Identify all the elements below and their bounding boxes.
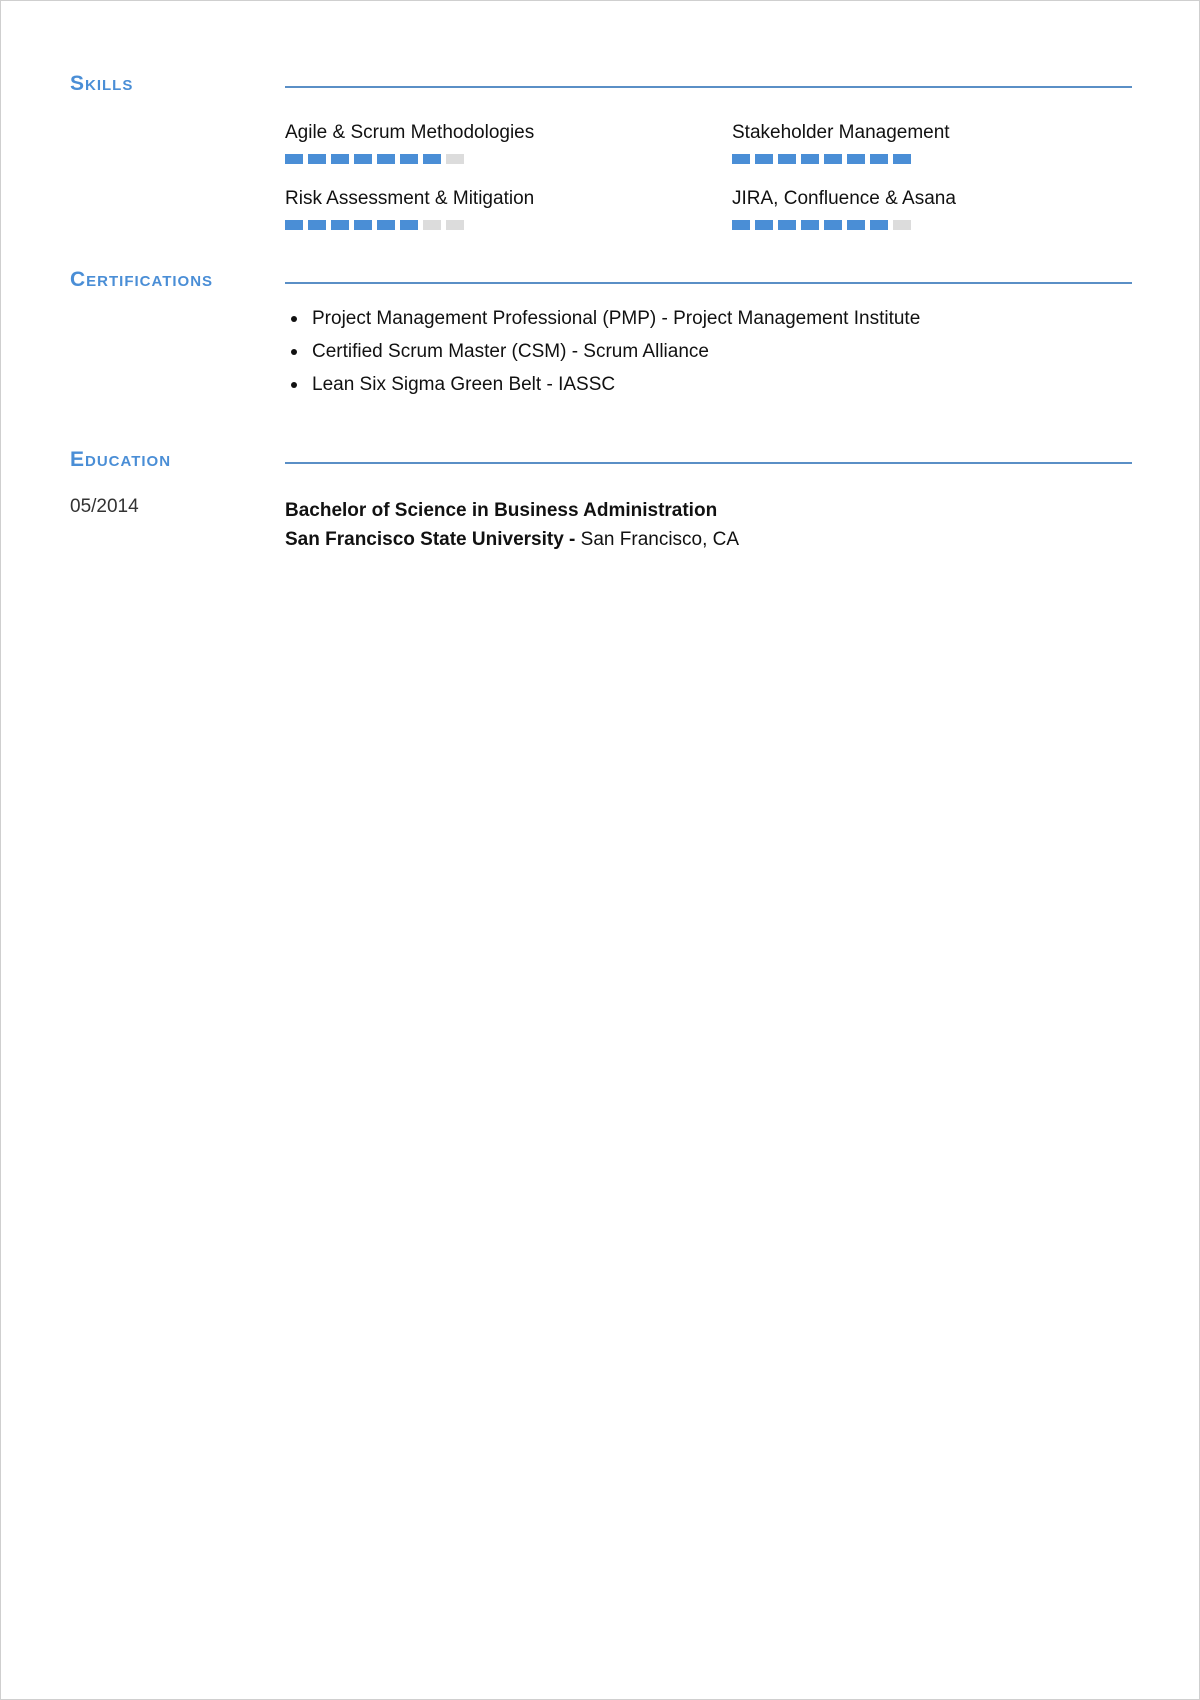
skills-heading: Skills xyxy=(70,72,134,95)
skill-item xyxy=(285,122,705,164)
skill-segment-filled xyxy=(778,220,796,230)
education-date: 05/2014 xyxy=(70,496,139,517)
skill-segment-filled xyxy=(331,220,349,230)
skill-segment-filled xyxy=(285,154,303,164)
skill-item xyxy=(732,122,1152,164)
education-school-line xyxy=(285,525,739,554)
education-heading: Education xyxy=(70,448,172,471)
skill-level-bar xyxy=(285,154,705,164)
skill-segment-filled xyxy=(400,220,418,230)
skill-name: Agile & Scrum Methodologies xyxy=(285,122,535,143)
skill-item xyxy=(285,188,705,230)
skill-segment-filled xyxy=(732,154,750,164)
education-entry xyxy=(285,496,739,554)
skill-segment-filled xyxy=(331,154,349,164)
skill-item xyxy=(732,188,1152,230)
education-degree: Bachelor of Science in Business Administration xyxy=(285,500,718,521)
skill-segment-filled xyxy=(377,220,395,230)
skill-segment-filled xyxy=(423,154,441,164)
certification-item xyxy=(285,341,920,363)
skill-level-bar xyxy=(732,154,1152,164)
skill-segment-filled xyxy=(847,220,865,230)
bullet-icon xyxy=(291,349,297,355)
skill-segment-empty xyxy=(446,154,464,164)
certifications-divider xyxy=(285,282,1132,284)
skill-name: Stakeholder Management xyxy=(732,122,950,143)
education-school: San Francisco State University - xyxy=(285,529,576,550)
skill-segment-filled xyxy=(308,154,326,164)
skill-segment-filled xyxy=(893,154,911,164)
skill-name: Risk Assessment & Mitigation xyxy=(285,188,535,209)
skill-segment-empty xyxy=(423,220,441,230)
certification-item xyxy=(285,308,920,330)
skill-segment-filled xyxy=(801,220,819,230)
bullet-icon xyxy=(291,382,297,388)
skill-segment-filled xyxy=(870,154,888,164)
skill-segment-filled xyxy=(732,220,750,230)
skills-divider xyxy=(285,86,1132,88)
certifications-heading: Certifications xyxy=(70,268,214,291)
skill-segment-filled xyxy=(824,220,842,230)
skill-segment-filled xyxy=(377,154,395,164)
skill-level-bar xyxy=(285,220,705,230)
certification-item xyxy=(285,374,920,396)
skill-level-bar xyxy=(732,220,1152,230)
skill-segment-empty xyxy=(893,220,911,230)
skill-segment-filled xyxy=(778,154,796,164)
skill-segment-filled xyxy=(354,154,372,164)
skill-segment-filled xyxy=(870,220,888,230)
certification-text: Certified Scrum Master (CSM) - Scrum Alliance xyxy=(312,341,709,362)
skill-segment-filled xyxy=(400,154,418,164)
skill-segment-filled xyxy=(755,220,773,230)
skill-name: JIRA, Confluence & Asana xyxy=(732,188,956,209)
skill-segment-filled xyxy=(354,220,372,230)
certification-text: Project Management Professional (PMP) - Project Management Institute xyxy=(312,308,921,329)
skill-segment-filled xyxy=(801,154,819,164)
skill-segment-empty xyxy=(446,220,464,230)
education-location: San Francisco, CA xyxy=(580,529,740,550)
skill-segment-filled xyxy=(308,220,326,230)
skill-segment-filled xyxy=(824,154,842,164)
certifications-list xyxy=(285,308,920,407)
education-divider xyxy=(285,462,1132,464)
certification-text: Lean Six Sigma Green Belt - IASSC xyxy=(312,374,616,395)
skill-segment-filled xyxy=(755,154,773,164)
bullet-icon xyxy=(291,316,297,322)
skill-segment-filled xyxy=(285,220,303,230)
skill-segment-filled xyxy=(847,154,865,164)
